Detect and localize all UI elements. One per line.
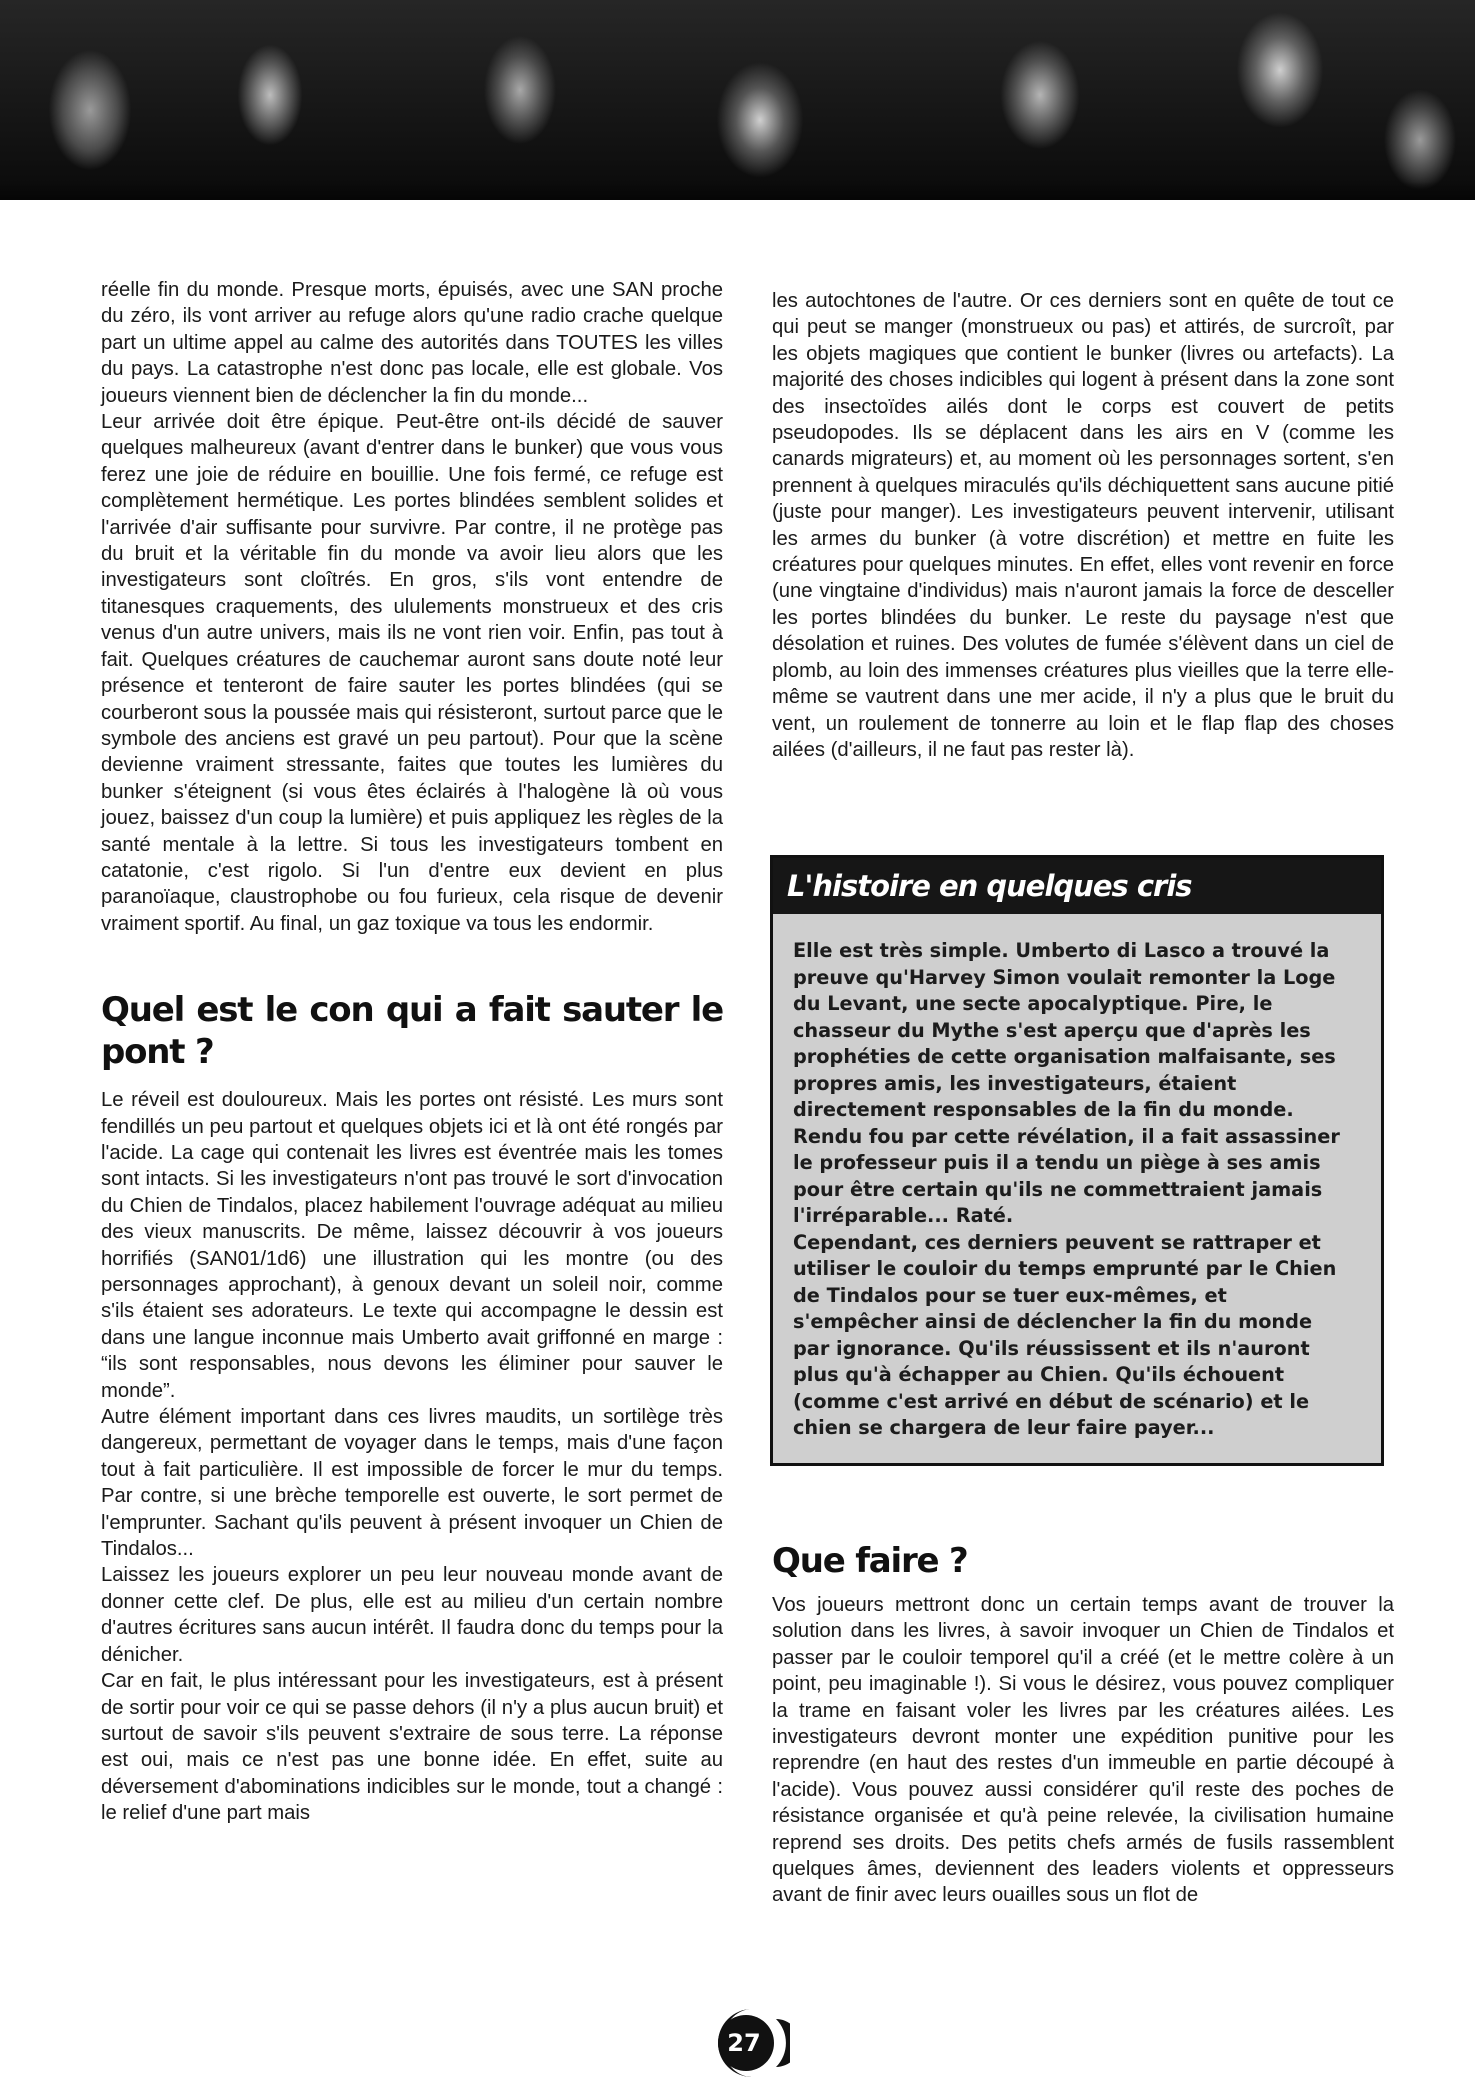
header-illustration [0,0,1475,200]
right-column-top [772,288,1394,763]
right-column-bottom [772,1540,1394,1909]
section-heading: Quel est le con qui a fait sauter le pont ? [101,990,723,1073]
paragraph: réelle fin du monde. Presque morts, épuisés, avec une SAN proche du zéro, ils vont arriver au refuge alors qu'une radio crache quelque part un ultime appel au calme des autorités dans TOUTES les villes du pays. La catastrophe n'est donc pas locale, elle est globale. Vos joueurs viennent bien de déclencher la fin du monde... [101,279,723,407]
sidebar-paragraph: Cependant, ces derniers peuvent se rattraper et utiliser le couloir du temps emprunté par le Chien de Tindalos pour se tuer eux-mêmes, et s'empêcher ainsi de déclencher la fin du monde par ignorance. Qu'ils réussissent et ils n'auront plus qu'à échapper au Chien. Qu'ils échouent (comme c'est arrivé en début de scénario) et le chien se chargera de leur faire payer... [793,1230,1337,1439]
paragraph: Car en fait, le plus intéressant pour les investigateurs, est à présent de sortir pour voir ce qui se passe dehors (il n'y a plus aucun bruit) et surtout de savoir s'ils peuvent s'extraire de sous terre. La réponse est oui, mais ce n'est pas une bonne idée. En effet, suite au déversement d'abominations indicibles sur le monde, tout a changé : le relief d'une part mais [101,1670,723,1825]
paragraph: Autre élément important dans ces livres maudits, un sortilège très dangereux, permettant de voyager dans le temps, mais d'une façon tout à fait particulière. Il est impossible de forcer le mur du temps. Par contre, si une brèche temporelle est ouverte, le sort permet de l'emprunter. Sachant qu'ils peuvent à présent invoquer un Chien de Tindalos... [101,1406,723,1561]
sidebar-title: L'histoire en quelques cris [773,858,1381,914]
sidebar-box [770,855,1384,1466]
paragraph: les autochtones de l'autre. Or ces derniers sont en quête de tout ce qui peut se manger (monstrueux ou pas) et attirés, de surcroît, par les objets magiques que contient le bunker (livres ou artefacts). La majorité des choses indicibles qui logent à présent dans la zone sont des insectoïdes ailés dont le corps est couvert de petits pseudopodes. Ils se déplacent dans les airs en V (comme les canards migrateurs) et, au moment où les personnages sortent, s'en prennent à quelques miraculés qu'ils déchiquettent sans aucune pitié (juste pour manger). Les investigateurs peuvent intervenir, utilisant les armes du bunker (à votre discrétion) et mettre en fuite les créatures pour quelques minutes. En effet, elles vont revenir en force (une vingtaine d'individus) mais n'auront jamais la force de desceller les portes blindées du bunker. Le reste du paysage n'est que désolation et ruines. Des volutes de fumée s'élèvent dans un ciel de plomb, au loin des immenses créatures plus vieilles que la terre elle-même se vautrent dans une mer acide, il n'y a plus que le bruit du vent, un roulement de tonnerre au loin et le flap flap des choses ailées (d'ailleurs, il ne faut pas rester là). [772,290,1394,761]
sidebar-paragraph: Elle est très simple. Umberto di Lasco a trouvé la preuve qu'Harvey Simon voulait remonter la Loge du Levant, une secte apocalyptique. Pire, le chasseur du Mythe s'est aperçu que d'après les prophéties de cette organisation malfaisante, ses propres amis, les investigateurs, étaient directement responsables de la fin du monde. Rendu fou par cette révélation, il a fait assassiner le professeur puis il a tendu un piège à ses amis pour être certain qu'ils ne commettraient jamais l'irréparable... Raté. [793,939,1340,1227]
paragraph: Laissez les joueurs explorer un peu leur nouveau monde avant de donner cette clef. De plus, elle est au milieu d'un certain nombre d'autres écritures sans aucun intérêt. Il faudra donc du temps pour la dénicher. [101,1564,723,1666]
paragraph: Leur arrivée doit être épique. Peut-être ont-ils décidé de sauver quelques malheureux (avant d'entrer dans le bunker) que vous vous ferez une joie de réduire en bouillie. Une fois fermé, ce refuge est complètement hermétique. Les portes blindées semblent solides et l'arrivée d'air suffisante pour survivre. Par contre, il ne protège pas du bruit et la véritable fin du monde va avoir lieu alors que les investigateurs sont cloîtrés. En gros, s'ils vont entendre de titanesques craquements, des ululements monstrueux et des cris venus d'un autre univers, mais ils ne vont rien voir. Enfin, pas tout à fait. Quelques créatures de cauchemar auront sans doute noté leur présence et tenteront de faire sauter les portes blindées (qui se courberont sous la poussée mais qui résisteront, surtout parce que le symbole des anciens est gravé un peu partout). Pour que la scène devienne vraiment stressante, faites que toutes les lumières du bunker s'éteignent (si vous êtes éclairés à l'halogène là où vous jouez, baissez d'un coup la lumière) et puis appliquez les règles de la santé mentale à la lettre. Si tous les investigateurs tombent en catatonie, c'est rigolo. Si l'un d'entre eux devient en plus paranoïaque, claustrophobe ou fou furieux, cela risque de devenir vraiment sportif. Au final, un gaz toxique va tous les endormir. [101,411,723,935]
page-number-badge [714,2005,790,2081]
section-heading: Que faire ? [772,1541,968,1581]
page-number: 27 [727,2029,761,2057]
paragraph: Le réveil est douloureux. Mais les portes ont résisté. Les murs sont fendillés un peu partout et quelques objets ici et là ont été rongés par l'acide. La cage qui contenait les livres est éventrée mais les tomes sont intacts. Si les investigateurs n'ont pas trouvé le sort d'invocation du Chien de Tindalos, placez habilement l'ouvrage adéquat au milieu des vieux manuscrits. De même, laissez découvrir à vos joueurs horrifiés (SAN01/1d6) une illustration qui les montre (ou des personnages approchant), à genoux devant un soleil noir, comme s'ils étaient ses adorateurs. Le texte qui accompagne le dessin est dans une langue inconnue mais Umberto avait griffonné en marge : “ils sont responsables, nous devons les éliminer pour sauver le monde”. [101,1089,723,1402]
paragraph: Vos joueurs mettront donc un certain temps avant de trouver la solution dans les livres, à savoir invoquer un Chien de Tindalos et passer par le couloir temporel qu'il a créé (et le mettre colère à un point, peu imaginable !). Si vous le désirez, vous pouvez compliquer la trame en faisant voler les livres par les créatures ailées. Les investigateurs devront monter une expédition punitive pour les reprendre (en haut des restes d'un immeuble en partie découpé à l'acide). Vous pouvez aussi considérer qu'il reste des poches de résistance organisée et qu'à peine relevée, la civilisation humaine reprend ses droits. Des petits chefs armés de fusils rassemblent quelques âmes, deviennent des leaders violents et oppresseurs avant de finir avec leurs ouailles sous un flot de [772,1594,1394,1907]
left-column [101,277,723,1827]
sidebar-body [793,938,1351,1442]
